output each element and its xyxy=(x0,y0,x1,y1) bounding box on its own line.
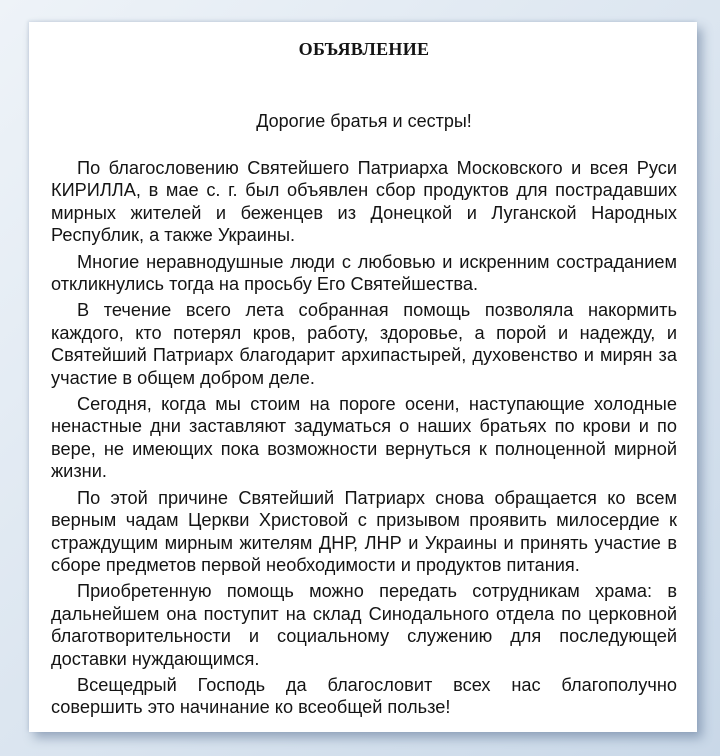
paragraph: По этой причине Святейший Патриарх снова обращается ко всем верным чадам Церкви Христовой с призывом проявить милосердие к страждущим мирным жителям ДНР, ЛНР и Украины и принять участие в сборе предметов первой необходимости и продуктов питания. xyxy=(51,487,677,575)
greeting: Дорогие братья и сестры! xyxy=(256,111,472,131)
paragraph: По благословению Святейшего Патриарха Московского и всея Руси КИРИЛЛА, в мае с. г. был объявлен сбор продуктов для пострадавших мирных жителей и беженцев из Донецкой и Луганской Народных Республик, а также Украины. xyxy=(51,158,677,246)
paragraph: Приобретенную помощь можно передать сотрудникам храма: в дальнейшем она поступит на склад Синодального отдела по церковной благотворительности и социальному служению для последующей доставки нуждающимся. xyxy=(51,581,677,669)
paragraph: Сегодня, когда мы стоим на пороге осени, наступающие холодные ненастные дни заставляют задуматься о наших братьях по крови и по вере, не имеющих пока возможности вернуться к полноценной мирной жизни. xyxy=(51,394,677,482)
paragraph: Всещедрый Господь да благословит всех нас благополучно совершить это начинание ко всеобщей пользе! xyxy=(51,674,677,718)
document-title: ОБЪЯВЛЕНИЕ xyxy=(298,39,430,59)
announcement-sheet xyxy=(29,22,697,732)
document-body xyxy=(51,157,677,719)
paragraph: Многие неравнодушные люди с любовью и искренним состраданием откликнулись тогда на просьбу Его Святейшества. xyxy=(51,251,677,295)
paragraph: В течение всего лета собранная помощь позволяла накормить каждого, кто потерял кров, работу, здоровье, а порой и надежду, и Святейший Патриарх благодарит архипастырей, духовенство и мирян за участие в общем добром деле. xyxy=(51,300,677,388)
